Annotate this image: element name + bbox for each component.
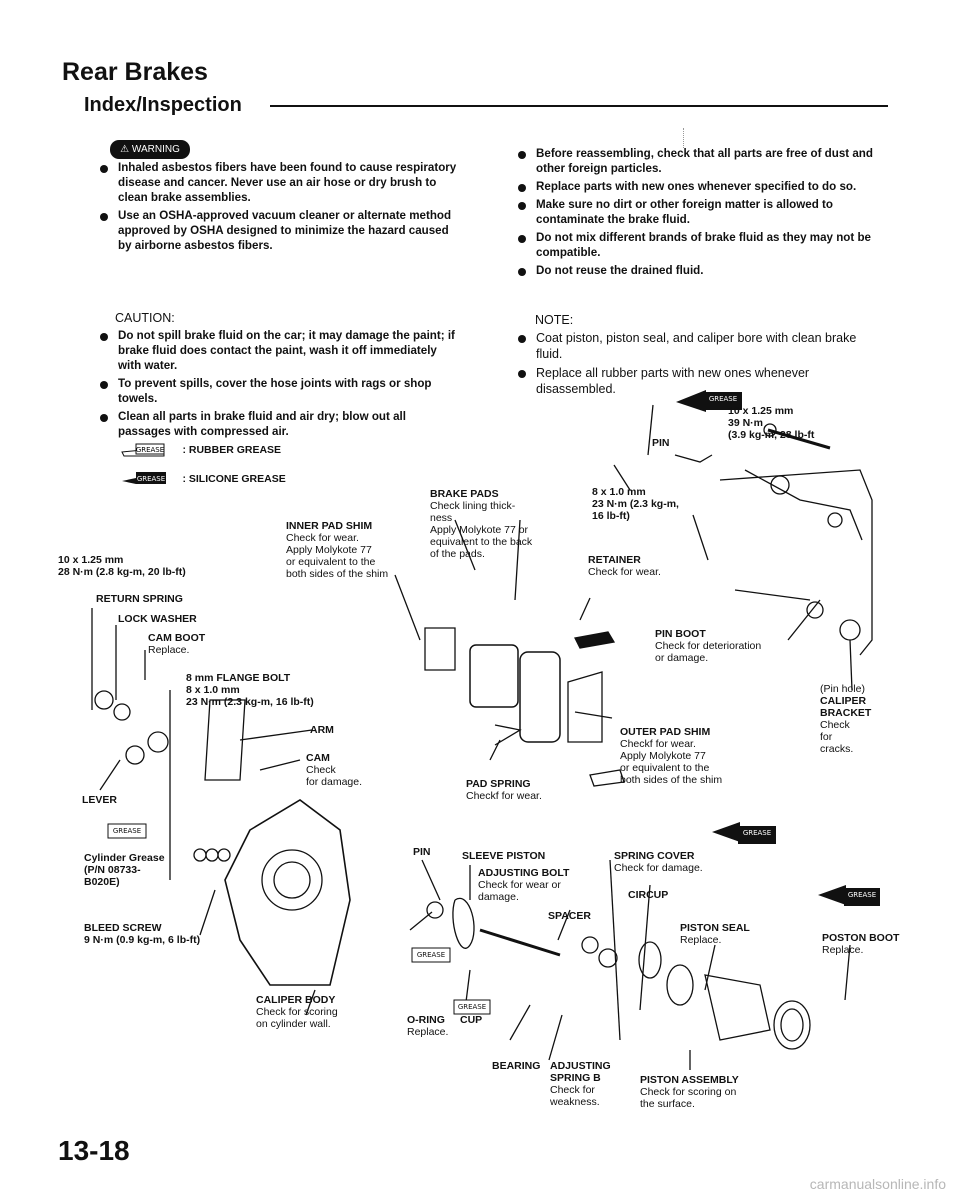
- page-title: Rear Brakes: [62, 58, 208, 86]
- note-item: Coat piston, piston seal, and caliper bore with clean brake fluid.: [514, 330, 884, 362]
- label-pad-spring: PAD SPRING Checkf for wear.: [466, 778, 542, 802]
- label-inner-pad-shim: INNER PAD SHIM Check for wear. Apply Molykote 77 or equivalent to the both sides of the shim: [286, 520, 389, 580]
- label-adjusting-bolt: ADJUSTING BOLT Check for wear or damage.: [478, 867, 570, 903]
- rubber-grease-icon: GREASE: [457, 1003, 487, 1011]
- torque-label-pin: 10 x 1.25 mm 39 N·m (3.9 kg-m, 28 lb-ft: [728, 405, 815, 441]
- label-bearing: BEARING: [492, 1060, 541, 1072]
- label-pin-boot: PIN BOOT Check for deterioration or damage.: [655, 628, 762, 664]
- label-lever: LEVER: [82, 794, 118, 806]
- label-bolt-8x1: 8 x 1.0 mm 23 N·m (2.3 kg-m, 16 lb-ft): [592, 486, 679, 522]
- label-o-ring: O-RING Replace.: [407, 1014, 449, 1038]
- silicone-grease-icon: GREASE: [847, 891, 877, 899]
- label-cam: CAM Check for damage.: [306, 752, 363, 788]
- caliper-body-outline: [225, 800, 350, 985]
- warning-icon: ⚠: [120, 144, 130, 155]
- label-spring-cover: SPRING COVER Check for damage.: [614, 850, 703, 874]
- legend-label: : RUBBER GREASE: [182, 444, 282, 456]
- precaution-item: Do not reuse the drained fluid.: [514, 263, 884, 278]
- rubber-grease-icon: GREASE: [112, 827, 142, 835]
- precaution-item: Do not mix different brands of brake fluid as they may not be compatible.: [514, 230, 884, 260]
- precaution-item: Before reassembling, check that all parts are free of dust and other foreign particles.: [514, 146, 884, 176]
- note-item: Replace all rubber parts with new ones whenever disassembled.: [514, 365, 884, 397]
- label-flange-bolt: 8 mm FLANGE BOLT 8 x 1.0 mm 23 N·m (2.3 kg-m, 16 lb-ft): [186, 672, 314, 708]
- caution-item: Clean all parts in brake fluid and air dry; blow out all passages with compressed air.: [96, 409, 462, 439]
- label-sleeve-piston: SLEEVE PISTON: [462, 850, 546, 862]
- label-cylinder-grease: Cylinder Grease (P/N 08733- B020E): [84, 852, 165, 888]
- label-cup: CUP: [460, 1014, 483, 1026]
- label-arm: ARM: [310, 724, 334, 736]
- legend-label: : SILICONE GREASE: [182, 473, 286, 485]
- label-lock-washer: LOCK WASHER: [118, 613, 197, 625]
- leader-line: [693, 515, 708, 560]
- warning-item: Use an OSHA-approved vacuum cleaner or alternate method approved by OSHA designed to minimize the hazard caused by airborne asbestos fibers.: [96, 208, 458, 253]
- caution-heading: CAUTION:: [115, 311, 175, 325]
- warning-item: Inhaled asbestos fibers have been found to cause respiratory disease and cancer. Never use an air hose or dry brush to clean brake assemblies.: [96, 160, 458, 205]
- caution-item: To prevent spills, cover the hose joints with rags or shop towels.: [96, 376, 462, 406]
- svg-text:GREASE: GREASE: [136, 475, 166, 483]
- label-piston-seal: PISTON SEAL Replace.: [680, 922, 750, 946]
- rubber-grease-icon: GREASE: [416, 951, 446, 959]
- label-outer-pad-shim: OUTER PAD SHIM Checkf for wear. Apply Molykote 77 or equivalent to the both sides of the shim: [620, 726, 723, 786]
- precaution-item: Replace parts with new ones whenever specified to do so.: [514, 179, 884, 194]
- precaution-item: Make sure no dirt or other foreign matter is allowed to contaminate the brake fluid.: [514, 197, 884, 227]
- label-cam-boot: CAM BOOT Replace.: [148, 632, 206, 656]
- svg-text:GREASE: GREASE: [135, 446, 165, 454]
- label-retainer: RETAINER Check for wear.: [588, 554, 661, 578]
- label-bleed-screw: BLEED SCREW 9 N·m (0.9 kg-m, 6 lb-ft): [84, 922, 201, 946]
- silicone-grease-icon: GREASE: [708, 395, 738, 403]
- label-pin-top: PIN: [652, 437, 670, 449]
- page-number: 13-18: [58, 1135, 130, 1166]
- label-caliper-bracket: (Pin hole) CALIPER BRACKET Check for cracks.: [820, 683, 872, 755]
- label-return-spring: RETURN SPRING: [96, 593, 183, 605]
- label-piston-assembly: PISTON ASSEMBLY Check for scoring on the surface.: [640, 1074, 739, 1110]
- label-spacer: SPACER: [548, 910, 591, 922]
- silicone-grease-icon: GREASE: [742, 829, 772, 837]
- label-circup: CIRCUP: [628, 889, 669, 901]
- caution-item: Do not spill brake fluid on the car; it may damage the paint; if brake fluid does contact the paint, wash it off immediately with water.: [96, 328, 462, 373]
- label-poston-boot: POSTON BOOT Replace.: [822, 932, 900, 956]
- label-torque-28: 10 x 1.25 mm 28 N·m (2.8 kg-m, 20 lb-ft): [58, 554, 186, 578]
- label-brake-pads: BRAKE PADS Check lining thick- ness Apply Molykote 77 or equivalent to the back of the pads.: [430, 488, 533, 560]
- label-caliper-body: CALIPER BODY Check for scoring on cylinder wall.: [256, 994, 338, 1030]
- note-heading: NOTE:: [535, 313, 574, 327]
- site-watermark: carmanualsonline.info: [809, 1176, 946, 1192]
- warning-badge-label: WARNING: [131, 144, 180, 155]
- section-subtitle: Index/Inspection: [84, 94, 242, 116]
- label-adjusting-spring-b: ADJUSTING SPRING B Check for weakness.: [550, 1060, 611, 1108]
- label-pin-mid: PIN: [413, 846, 431, 858]
